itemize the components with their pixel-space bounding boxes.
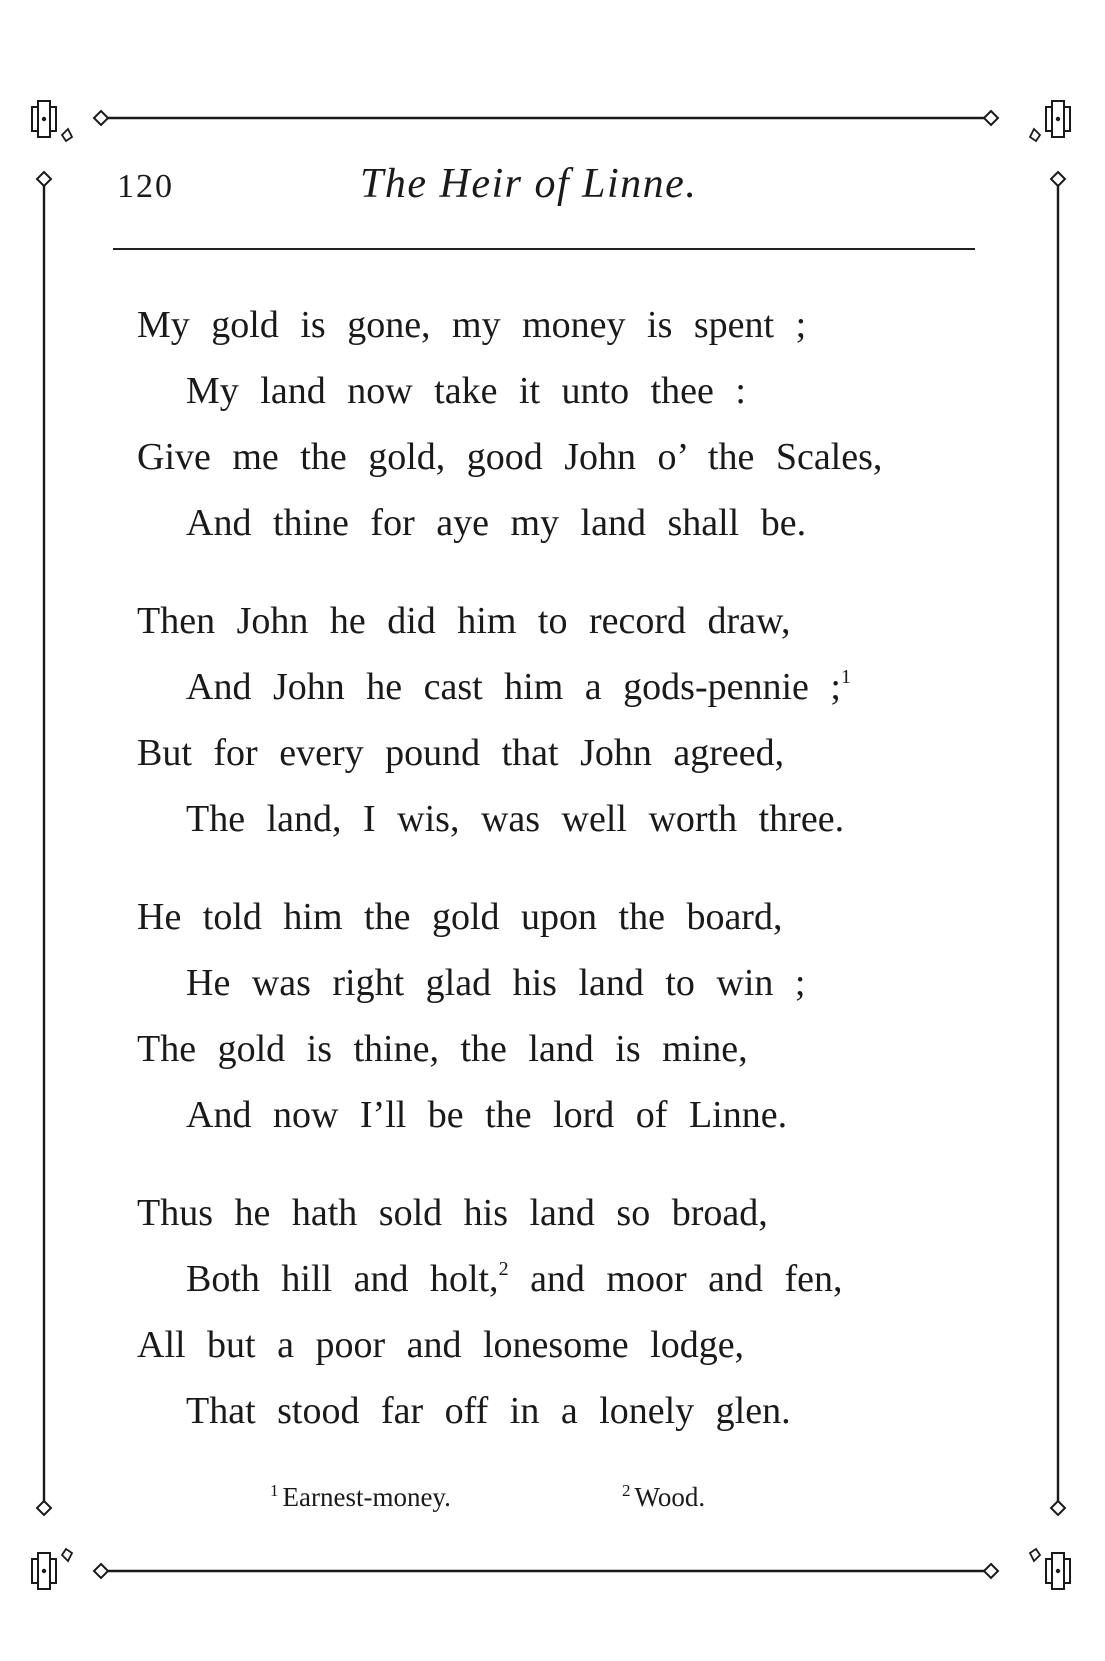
stanza-4: [137, 1180, 987, 1444]
footnote-text: Wood.: [634, 1482, 706, 1512]
stanza-3: [137, 884, 987, 1148]
stanza-1: [137, 292, 987, 556]
verse-line-text: Both hill and holt,: [186, 1258, 499, 1300]
verse-line: He was right glad his land to win ;: [186, 962, 806, 1004]
page-number: 120: [117, 168, 174, 205]
verse-line-rest: and moor and fen,: [508, 1258, 843, 1300]
footnotes: [0, 1482, 1105, 1522]
verse-line: He told him the gold upon the board,: [137, 896, 783, 938]
running-title: The Heir of Linne.: [360, 161, 698, 207]
stanza-2: [137, 588, 987, 852]
footnote-1: [270, 1482, 451, 1513]
verse-line: And thine for aye my land shall be.: [186, 502, 807, 544]
verse-line: All but a poor and lonesome lodge,: [137, 1324, 745, 1366]
verse-line: That stood far off in a lonely glen.: [186, 1390, 791, 1432]
footnote-2: [622, 1482, 705, 1513]
verse-line-text: And John he cast him a gods-pennie ;: [186, 666, 841, 708]
footnote-marker: 2: [622, 1481, 631, 1500]
footnote-ref: 1: [840, 666, 851, 688]
verse-line: Thus he hath sold his land so broad,: [137, 1192, 768, 1234]
verse-line: [137, 654, 987, 720]
header-rule: [113, 248, 975, 250]
verse-line: The land, I wis, was well worth three.: [186, 798, 845, 840]
verse-line: Give me the gold, good John o’ the Scales,: [137, 436, 883, 478]
footnote-text: Earnest-money.: [282, 1482, 451, 1512]
verse-line: Then John he did him to record draw,: [137, 600, 791, 642]
verse-line: My gold is gone, my money is spent ;: [137, 304, 807, 346]
footnote-marker: 1: [270, 1481, 279, 1500]
verse-line: The gold is thine, the land is mine,: [137, 1028, 748, 1070]
poem-body: [137, 292, 987, 1476]
verse-line: But for every pound that John agreed,: [137, 732, 785, 774]
footnote-ref: 2: [498, 1258, 509, 1280]
verse-line: My land now take it unto thee :: [186, 370, 746, 412]
verse-line: And now I’ll be the lord of Linne.: [186, 1094, 788, 1136]
verse-line: [137, 1246, 987, 1312]
